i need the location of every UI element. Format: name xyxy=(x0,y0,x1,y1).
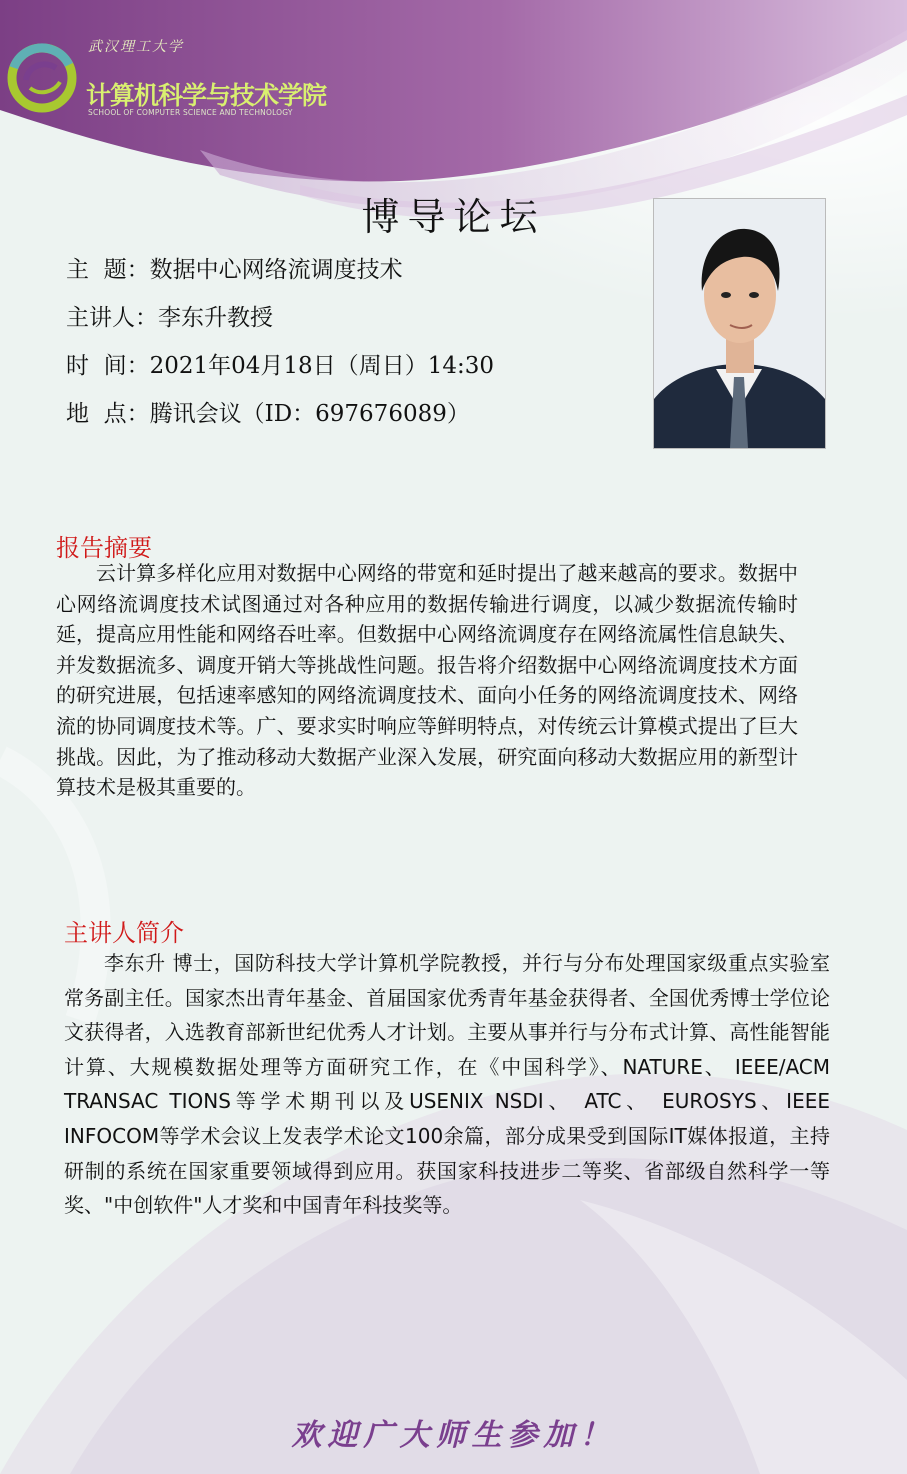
info-speaker xyxy=(66,296,494,344)
logo-school-name: 计算机科学与技术学院 xyxy=(86,81,327,110)
info-label: 主讲人： xyxy=(66,305,158,331)
info-time xyxy=(66,344,494,392)
logo-ring-icon xyxy=(4,36,84,116)
speaker-portrait-icon xyxy=(654,199,825,448)
info-value: 数据中心网络流调度技术 xyxy=(149,257,403,283)
info-label: 时 间： xyxy=(66,353,150,379)
abstract-text: 云计算多样化应用对数据中心网络的带宽和延时提出了越来越高的要求。数据中心网络流调度技术试图通过对各种应用的数据传输进行调度，以减少数据流传输时延，提高应用性能和网络吞吐率。但数据中心网络流调度存在网络流属性信息缺失、并发数据流多、调度开销大等挑战性问题。报告将介绍数据中心网络流调度技术方面的研究进展，包括速率感知的网络流调度技术、面向小任务的网络流调度技术、网络流的协同调度技术等。广、要求实时响应等鲜明特点，对传统云计算模式提出了巨大挑战。因此，为了推动移动大数据产业深入发展，研究面向移动大数据应用的新型计算技术是极其重要的。 xyxy=(56,561,798,800)
bio-text: 李东升 博士，国防科技大学计算机学院教授，并行与分布处理国家级重点实验室常务副主任。国家杰出青年基金、首届国家优秀青年基金获得者、全国优秀博士学位论文获得者，入选教育部新世纪优秀人才计划。主要从事并行与分布式计算、高性能智能计算、大规模数据处理等方面研究工作，在《中国科学》、NATURE、 IEEE/ACM TRANSAC TIONS等学术期刊以及USENIX NSDI、 ATC、 EUROSYS、IEEE INFOCOM等学术会议上发表学术论文100余篇，部分成果受到国际IT媒体报道，主持研制的系统在国家重要领域得到应用。获国家科技进步二等奖、省部级自然科学一等奖、"中创软件"人才奖和中国青年科技奖等。 xyxy=(64,951,830,1218)
info-value: 2021年04月18日（周日）14:30 xyxy=(149,353,494,379)
info-label: 地 点： xyxy=(66,401,150,427)
abstract-heading: 报告摘要 xyxy=(56,534,152,562)
logo-school-name-en: SCHOOL OF COMPUTER SCIENCE AND TECHNOLOGY xyxy=(88,108,293,117)
bio-heading: 主讲人简介 xyxy=(64,919,184,947)
welcome-footer: 欢迎广大师生参加！ xyxy=(291,1418,616,1453)
info-label: 主 题： xyxy=(66,257,150,283)
school-logo xyxy=(4,36,327,122)
event-info xyxy=(66,248,494,440)
info-value: 李东升教授 xyxy=(158,305,273,331)
page-title: 博导论坛 xyxy=(361,195,546,239)
logo-university: 武汉理工大学 xyxy=(88,39,184,55)
speaker-photo xyxy=(653,198,826,449)
info-location xyxy=(66,392,494,440)
info-topic xyxy=(66,248,494,296)
info-value: 腾讯会议（ID：697676089） xyxy=(149,401,470,427)
